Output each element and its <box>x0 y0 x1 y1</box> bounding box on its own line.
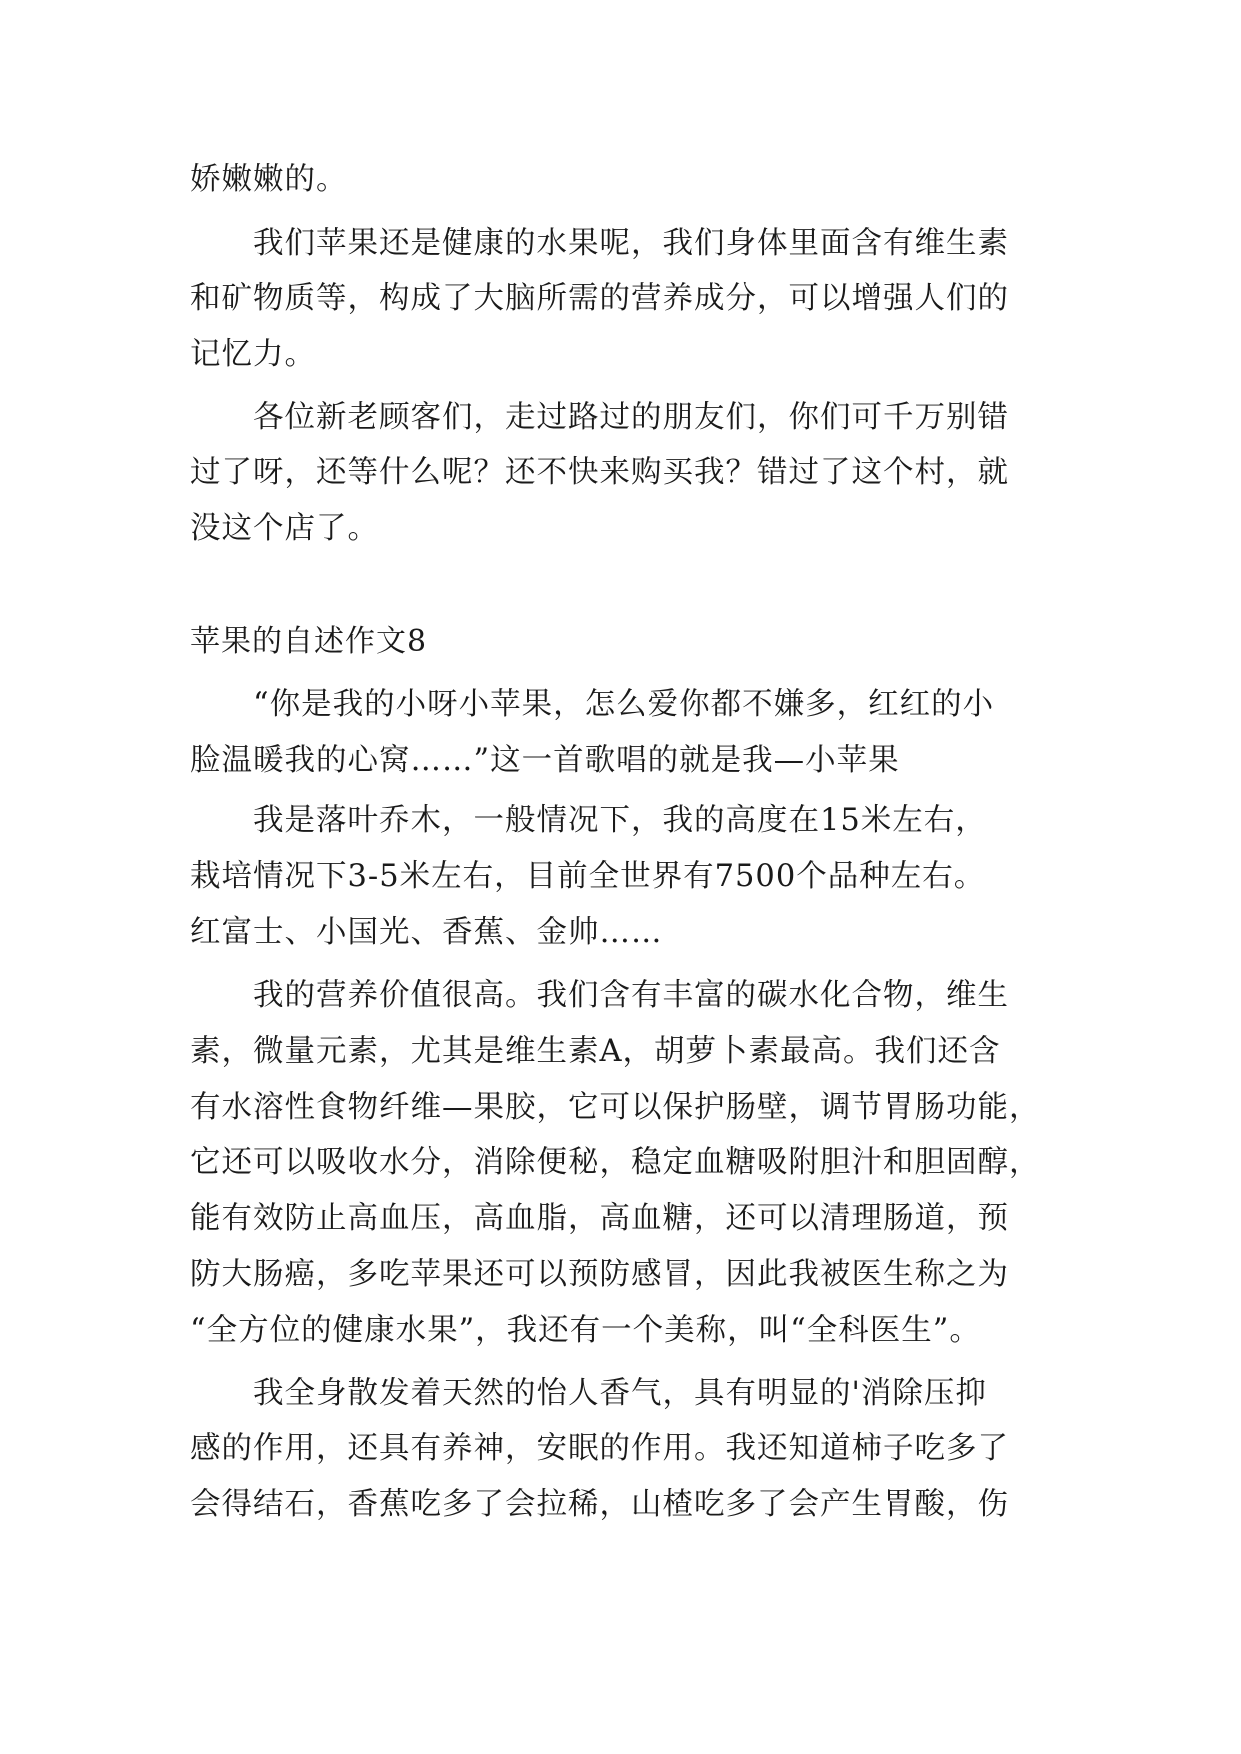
text-line: 有水溶性食物纤维—果胶，它可以保护肠壁，调节胃肠功能， <box>190 1090 1041 1125</box>
paragraph-start: “你是我的小呀小苹果，怎么爱你都不嫌多，红红的小 <box>253 687 995 722</box>
paragraph-start: 我的营养价值很高。我们含有丰富的碳水化合物，维生 <box>253 978 1009 1013</box>
text-line: 防大肠癌，多吃苹果还可以预防感冒，因此我被医生称之为 <box>190 1257 1009 1292</box>
text-line: 栽培情况下3-5米左右，目前全世界有7500个品种左右。 <box>190 859 986 894</box>
paragraph-start: 各位新老顾客们，走过路过的朋友们，你们可千万别错 <box>253 400 1009 435</box>
section-heading: 苹果的自述作文8 <box>190 624 428 659</box>
text-line: 素，微量元素，尤其是维生素A，胡萝卜素最高。我们还含 <box>190 1034 1001 1069</box>
paragraph-start: 我们苹果还是健康的水果呢，我们身体里面含有维生素 <box>253 226 1009 261</box>
text-line: 和矿物质等，构成了大脑所需的营养成分，可以增强人们的 <box>190 281 1009 316</box>
text-line: 它还可以吸收水分，消除便秘，稳定血糖吸附胆汁和胆固醇， <box>190 1145 1041 1180</box>
text-line: 脸温暖我的心窝……”这一首歌唱的就是我—小苹果 <box>190 743 900 778</box>
text-line: 会得结石，香蕉吃多了会拉稀，山楂吃多了会产生胃酸，伤 <box>190 1487 1009 1522</box>
paragraph-start: 我全身散发着天然的怡人香气，具有明显的'消除压抑 <box>253 1376 987 1411</box>
paragraph-start: 我是落叶乔木，一般情况下，我的高度在15米左右， <box>253 803 987 838</box>
text-line: 过了呀，还等什么呢？还不快来购买我？错过了这个村，就 <box>190 455 1009 490</box>
text-line: “全方位的健康水果”，我还有一个美称，叫“全科医生”。 <box>190 1313 981 1348</box>
text-line: 红富士、小国光、香蕉、金帅…… <box>190 915 663 950</box>
text-line: 记忆力。 <box>190 337 316 372</box>
text-line: 感的作用，还具有养神，安眠的作用。我还知道柿子吃多了 <box>190 1431 1009 1466</box>
document-page <box>190 0 1070 1754</box>
text-line: 娇嫩嫩的。 <box>190 162 348 197</box>
text-line: 能有效防止高血压，高血脂，高血糖，还可以清理肠道，预 <box>190 1201 1009 1236</box>
text-line: 没这个店了。 <box>190 511 379 546</box>
